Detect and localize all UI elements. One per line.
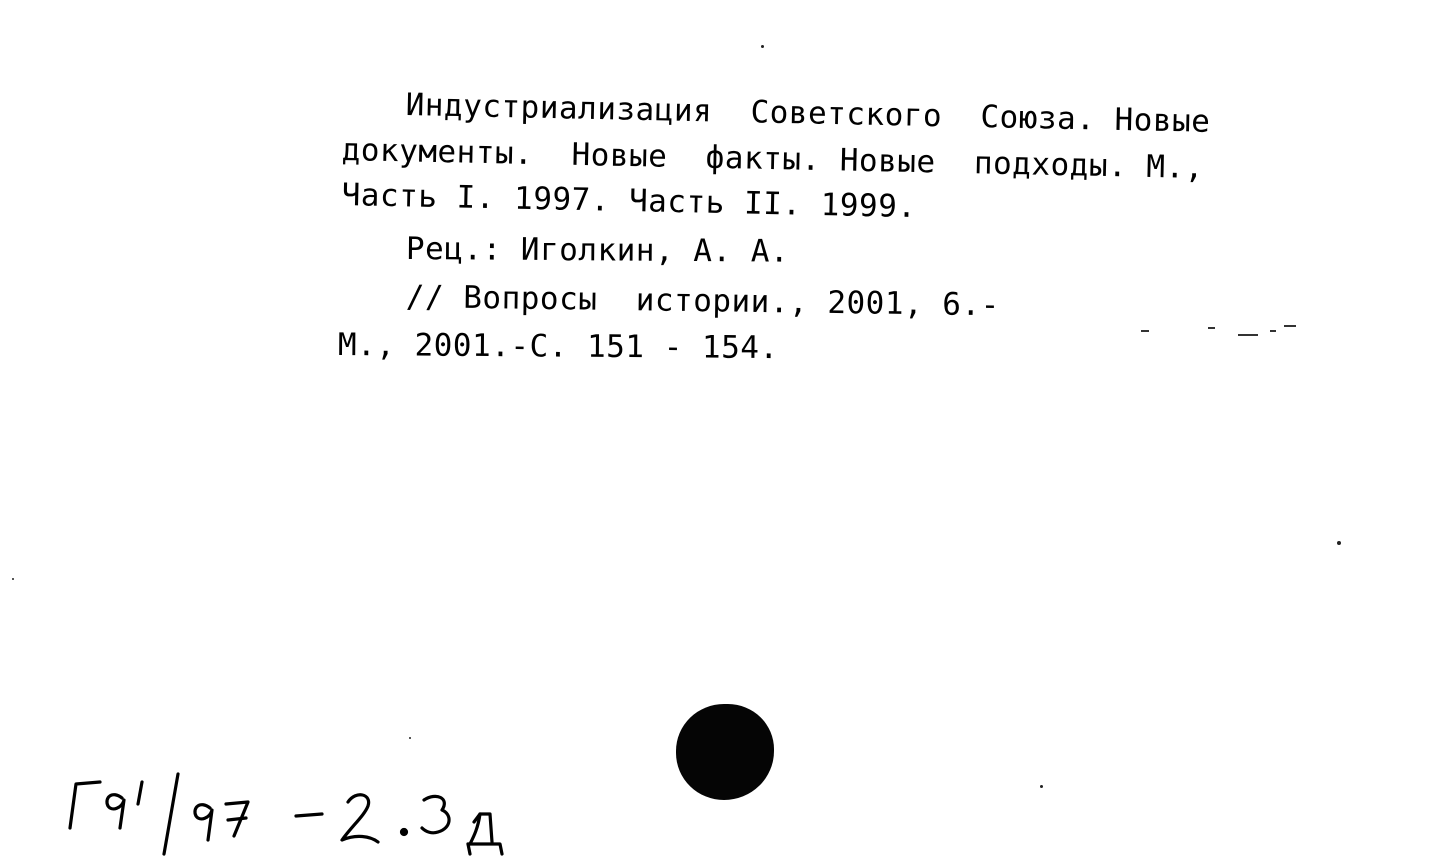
scan-speck — [12, 578, 14, 580]
edition-line: Часть I. 1997. Часть II. 1999. — [341, 177, 917, 226]
title-line-2: документы. Новые факты. Новые подходы. М., — [341, 132, 1205, 187]
scan-dash — [1238, 334, 1258, 336]
journal-line: // Вопросы истории., 2001, 6.- — [405, 279, 1001, 324]
title-line-1: Индустриализация Советского Союза. Новые — [405, 87, 1211, 140]
scan-speck — [409, 737, 411, 739]
scan-speck — [1040, 785, 1043, 788]
pages-line: М., 2001.-С. 151 - 154. — [337, 327, 779, 367]
punch-hole — [676, 704, 774, 800]
scan-dash — [1284, 325, 1296, 327]
scan-speck — [761, 45, 764, 48]
scan-dash — [1141, 330, 1149, 332]
reviewer-line: Рец.: Иголкин, А. А. — [405, 231, 790, 270]
handwritten-shelfmark — [60, 770, 520, 856]
scan-dash — [1208, 327, 1215, 329]
scan-dash — [1270, 330, 1276, 332]
scan-speck — [1337, 541, 1341, 545]
